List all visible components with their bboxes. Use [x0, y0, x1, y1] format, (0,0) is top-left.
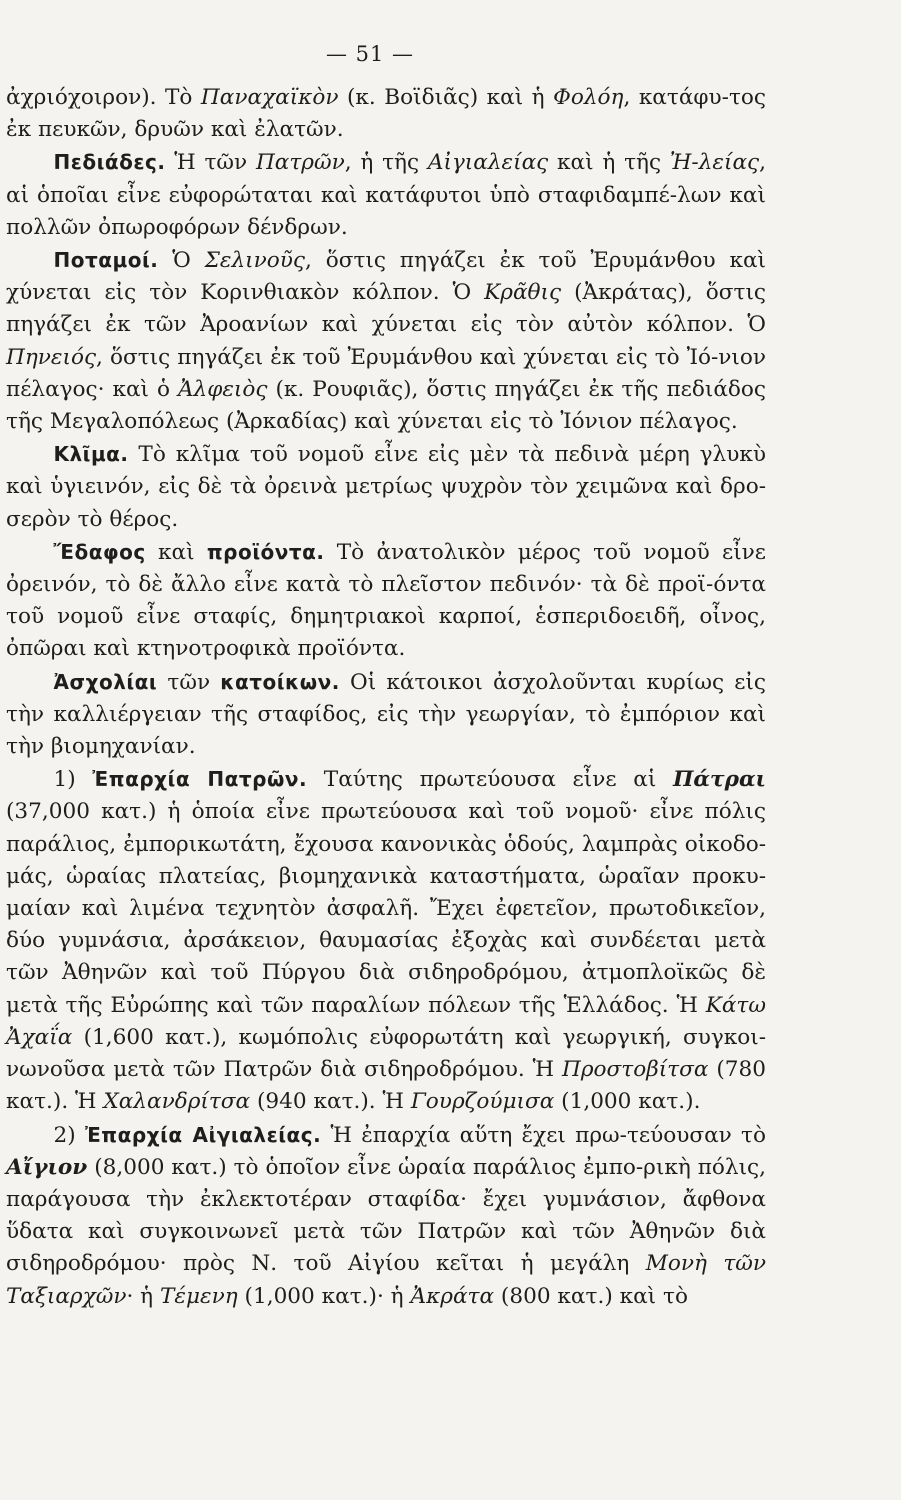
text-run: Τὸ ἀνατολικὸν μέρος τοῦ νομοῦ εἶνε ὀρεινόν, τὸ δὲ ἄλλο εἶνε κατὰ τὸ πλεῖστον πεδινόν· τὰ δὲ προϊ-όντα τοῦ νομοῦ εἶνε σταφίς, δημητριακοὶ καρποί, ἑσπεριδοειδῆ, οἶνος, ὀπῶραι καὶ κτηνοτροφικὰ προϊόντα.	[6, 539, 766, 662]
place-name: Τέμενη	[159, 1283, 238, 1309]
place-name: Κάτω Ἀχαΐα	[6, 992, 766, 1050]
place-name: Προστοβίτσα	[562, 1057, 709, 1083]
text-run: · ἡ	[126, 1283, 160, 1309]
place-name: Αἰγιαλείας	[427, 150, 549, 176]
section-heading: Κλῖμα.	[53, 442, 129, 467]
text-run: καὶ ἡ τῆς	[548, 150, 670, 176]
section-heading: Ποταμοί.	[53, 248, 159, 273]
text-run: (1,000 κατ.).	[554, 1089, 701, 1115]
text-run: (780 κατ.). Ἡ	[6, 1057, 766, 1115]
text-run: τῶν	[157, 669, 221, 695]
place-name: Πατρῶν	[255, 150, 345, 176]
list-number: 1)	[53, 767, 93, 793]
body-text	[6, 82, 766, 1313]
place-name: Ἀλφειὸς	[177, 376, 268, 402]
paragraph-occupations	[6, 666, 766, 764]
paragraph-soil-products	[6, 536, 766, 666]
place-name: Σελινοῦς	[204, 248, 305, 274]
text-run: (κ. Βοϊδιᾶς) καὶ ἡ	[338, 85, 554, 110]
place-name: Κρᾶθις	[484, 280, 562, 306]
text-run: (1,000 κατ.)· ἡ	[237, 1283, 411, 1309]
paragraph-province-aigialeia	[6, 1119, 766, 1313]
text-run: (940 κατ.). Ἡ	[250, 1089, 411, 1115]
text-run: , ἡ τῆς	[344, 150, 428, 176]
section-heading: προϊόντα.	[206, 539, 325, 564]
place-name: Πηνειός	[6, 344, 97, 370]
text-run: , ὅστις πηγάζει ἐκ τοῦ Ἐρυμάνθου καὶ χύνεται εἰς τὸν Κορινθιακὸν κόλπον. Ὁ	[6, 248, 766, 306]
text-run: (8,000 κατ.) τὸ ὁποῖον εἶνε ὡραία παράλιος ἐμπο-ρικὴ πόλις, παράγουσα τὴν ἐκλεκτοτέραν σταφίδα· ἔχει γυμνάσιον, ἄφθονα ὕδατα καὶ συγκοινωνεῖ μετὰ τῶν Πατρῶν καὶ τῶν Ἀθηνῶν διὰ σιδηροδρόμου· πρὸς Ν. τοῦ Αἰγίου κεῖται ἡ μεγάλη	[6, 1154, 766, 1277]
text-run: , κατάφυ-τος ἐκ πευκῶν, δρυῶν καὶ ἐλατῶν.	[6, 85, 767, 143]
capital-name: Πάτραι	[673, 767, 767, 793]
place-name: Χαλανδρίτσα	[103, 1089, 251, 1115]
capital-name: Αἴγιον	[6, 1154, 88, 1180]
text-run: (κ. Ρουφιᾶς), ὅστις πηγάζει ἐκ τῆς πεδιάδος τῆς Μεγαλοπόλεως (Ἀρκαδίας) καὶ χύνεται εἰς τὸ Ἰόνιον πέλαγος.	[6, 376, 766, 435]
page-number: — 51 —	[325, 42, 415, 66]
place-name: Γουρζούμισα	[410, 1089, 555, 1115]
section-heading: Ἐπαρχία Αἰγιαλείας.	[84, 1122, 322, 1147]
text-run: Οἱ κάτοικοι ἀσχολοῦνται κυρίως εἰς τὴν καλλιέργειαν τῆς σταφίδος, εἰς τὴν γεωργίαν, τὸ ἐμπόριον καὶ τὴν βιομηχανίαν.	[6, 669, 766, 760]
paragraph-province-patras	[6, 763, 766, 1118]
section-heading: Ἔδαφος	[53, 539, 146, 564]
text-run: , ὅστις πηγάζει ἐκ τοῦ Ἐρυμάνθου καὶ χύνεται εἰς τὸ Ἰό-νιον πέλαγος· καὶ ὁ	[6, 344, 766, 402]
text-run: (Ἀκράτας), ὅστις πηγάζει ἐκ τῶν Ἀροανίων καὶ χύνεται εἰς τὸν αὐτὸν κόλπον. Ὁ	[6, 280, 766, 338]
text-run: Ἡ ἐπαρχία αὕτη ἔχει πρω-τεύουσαν τὸ	[321, 1122, 767, 1148]
place-name: Φολόη	[553, 85, 624, 110]
text-run: Ἡ τῶν	[165, 150, 256, 176]
text-run: Τὸ κλῖμα τοῦ νομοῦ εἶνε εἰς μὲν τὰ πεδινὰ μέρη γλυκὺ καὶ ὑγιεινόν, εἰς δὲ τὰ ὀρεινὰ μετρίως ψυχρὸν τὸν χειμῶνα καὶ δρο-σερὸν τὸ θέρος.	[6, 442, 766, 532]
section-heading: κατοίκων.	[220, 669, 340, 694]
section-heading: Ἀσχολίαι	[53, 669, 158, 694]
paragraph-rivers	[6, 244, 766, 438]
paragraph-plains	[6, 146, 766, 244]
paragraph-mountains-end	[6, 82, 766, 146]
list-number: 2)	[53, 1122, 85, 1148]
place-name: Παναχαϊκὸν	[200, 85, 339, 110]
paragraph-climate	[6, 438, 766, 536]
text-run: (800 κατ.) καὶ τὸ	[494, 1283, 688, 1309]
text-run: καὶ	[145, 539, 207, 565]
section-heading: Ἐπαρχία Πατρῶν.	[92, 767, 308, 792]
section-heading: Πεδιάδες.	[53, 150, 166, 175]
text-run: Ὁ	[158, 248, 205, 274]
place-name: Ἀκράτα	[410, 1283, 495, 1309]
text-run: ἀχριόχοιρον). Τὸ	[6, 85, 201, 110]
place-name: Ἠ-λείας	[669, 150, 760, 176]
text-run: , αἱ ὁποῖαι εἶνε εὐφορώταται καὶ κατάφυτοι ὑπὸ σταφιδαμπέ-λων καὶ πολλῶν ὀπωροφόρων δένδρων.	[6, 150, 766, 240]
text-run: Ταύτης πρωτεύουσα εἶνε αἱ	[307, 767, 674, 793]
text-run: (37,000 κατ.) ἡ ὁποία εἶνε πρωτεύουσα καὶ τοῦ νομοῦ· εἶνε πόλις παράλιος, ἐμπορικωτάτη, ἔχουσα κανονικὰς ὁδούς, λαμπρὰς οἰκοδο-μάς, ὡραίας πλατείας, βιομηχανικὰ καταστήματα, ὡραῖαν προκυ-μαίαν καὶ λιμένα τεχνητὸν ἀσφαλῆ. Ἔχει ἐφετεῖον, πρωτοδικεῖον, δύο γυμνάσια, ἀρσάκειον, θαυμασίας ἐξοχὰς καὶ συνδέεται μετὰ τῶν Ἀθηνῶν καὶ τοῦ Πύργου διὰ σιδηροδρόμου, ἀτμοπλοϊκῶς δὲ μετὰ τῆς Εὐρώπης καὶ τῶν παραλίων πόλεων τῆς Ἑλλάδος. Ἡ	[6, 799, 766, 1018]
place-name: Μονὴ τῶν Ταξιαρχῶν	[6, 1251, 766, 1309]
text-run: (1,600 κατ.), κωμόπολις εὐφορωτάτη καὶ γεωργική, συγκοι-νωνοῦσα μετὰ τῶν Πατρῶν διὰ σιδηροδρόμου. Ἡ	[6, 1024, 766, 1083]
